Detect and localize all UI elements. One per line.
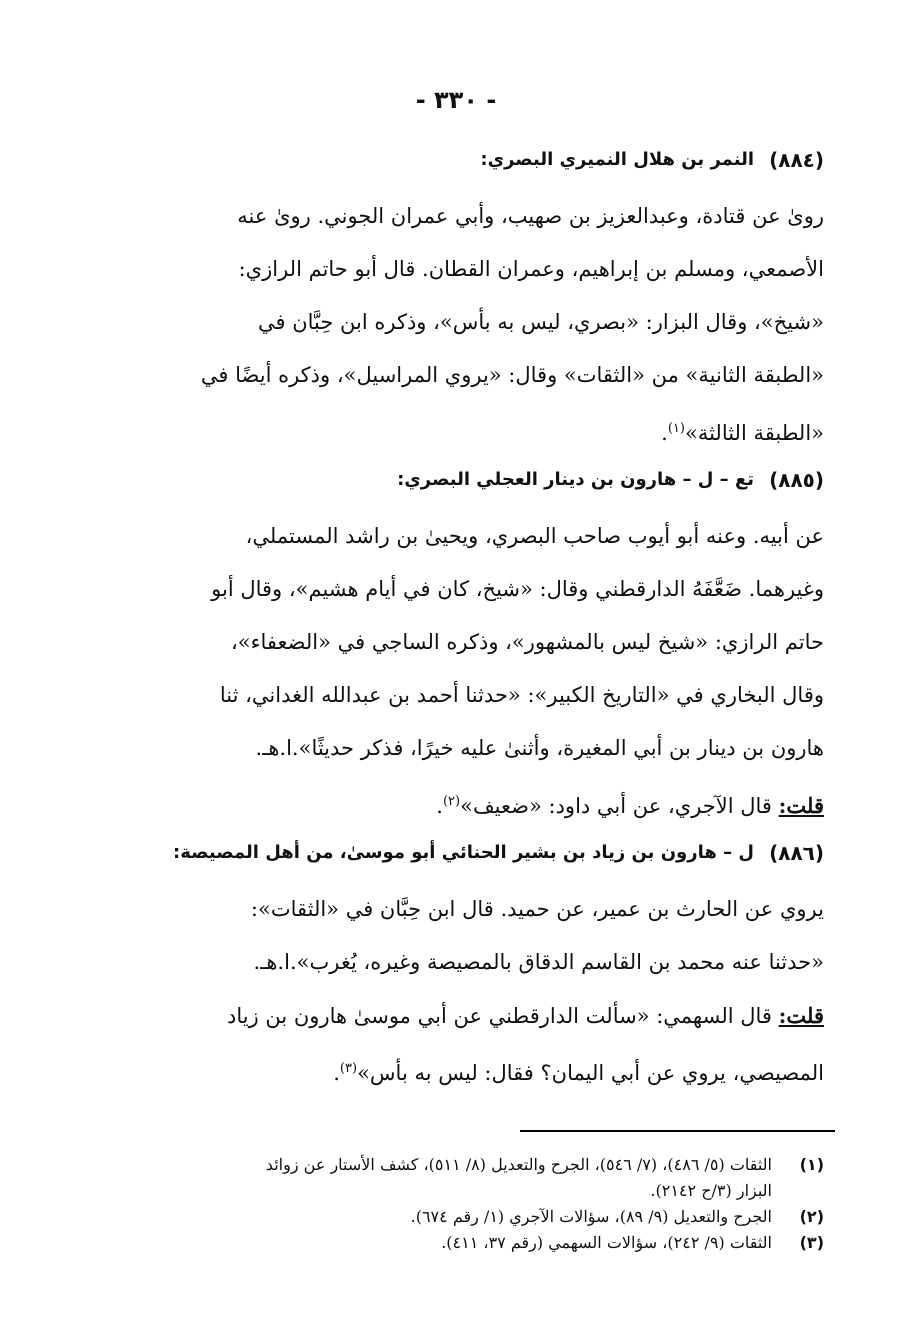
punctuation: . xyxy=(333,1061,340,1085)
footnote-number: (١) xyxy=(799,1155,824,1174)
text-line: وغيرهما. ضَعَّفَهُ الدارقطني وقال: «شيخ، كان في أيام هشيم»، وقال أبو xyxy=(211,577,824,601)
text-line xyxy=(184,1042,824,1095)
entry-title: تع – ل – هارون بن دينار العجلي البصري: xyxy=(397,469,754,490)
entry-884 xyxy=(104,142,824,455)
qult-label: قلت: xyxy=(778,1003,824,1028)
qult-label: قلت: xyxy=(778,793,824,818)
text-line: روىٰ عن قتادة، وعبدالعزيز بن صهيب، وأبي عمران الجوني. روىٰ عنه xyxy=(237,204,824,228)
text-line xyxy=(184,402,824,455)
text-line: «شيخ»، وقال البزار: «بصري، ليس به بأس»، وذكره ابن حِبَّان في xyxy=(257,310,824,334)
footnote xyxy=(104,1204,824,1230)
footnote xyxy=(104,1152,824,1204)
text-line: حاتم الرازي: «شيخ ليس بالمشهور»، وذكره الساجي في «الضعفاء»، xyxy=(231,630,824,654)
text-line xyxy=(184,775,824,828)
text-line: «الطبقة الثانية» من «الثقات» وقال: «يروي المراسيل»، وذكره أيضًا في xyxy=(200,363,824,387)
text-line: عن أبيه. وعنه أبو أيوب صاحب البصري، ويحيىٰ بن راشد المستملي، xyxy=(245,524,824,548)
entry-heading xyxy=(104,142,824,182)
entry-number: (٨٨٥) xyxy=(769,468,824,492)
footnote-text: الثقات (٩/ ٢٤٢)، سؤالات السهمي (رقم ٣٧، ٤١١). xyxy=(441,1233,772,1252)
text-line: وقال البخاري في «التاريخ الكبير»: «حدثنا أحمد بن عبدالله الغداني، ثنا xyxy=(219,683,824,707)
footnote-separator xyxy=(520,1130,835,1132)
entry-body xyxy=(184,883,824,1095)
footnote-number: (٣) xyxy=(799,1233,824,1252)
entry-885 xyxy=(104,462,824,828)
text-segment: «الطبقة الثالثة» xyxy=(684,421,824,445)
punctuation: . xyxy=(436,794,443,818)
text-segment: المصيصي، يروي عن أبي اليمان؟ فقال: ليس به بأس» xyxy=(357,1061,824,1085)
page-number: - ٣٣٠ - xyxy=(415,86,497,114)
text-line xyxy=(184,989,824,1042)
text-line: الأصمعي، ومسلم بن إبراهيم، وعمران القطان. قال أبو حاتم الرازي: xyxy=(238,257,824,281)
text-line: يروي عن الحارث بن عمير، عن حميد. قال ابن حِبَّان في «الثقات»: xyxy=(250,897,824,921)
footnote-mark: (٢) xyxy=(442,794,461,809)
entry-title: النمر بن هلال النميري البصري: xyxy=(480,149,754,170)
entry-number: (٨٨٤) xyxy=(769,148,824,172)
entry-number: (٨٨٦) xyxy=(769,841,824,865)
footnote-text: الجرح والتعديل (٩/ ٨٩)، سؤالات الآجري (١/ رقم ٦٧٤). xyxy=(410,1207,772,1226)
entry-body xyxy=(184,190,824,455)
footnotes xyxy=(104,1152,824,1256)
footnote-text xyxy=(104,1152,772,1204)
entry-886 xyxy=(104,835,824,1095)
text-line: «حدثنا عنه محمد بن القاسم الدقاق بالمصيصة وغيره، يُغرب».ا.هـ. xyxy=(253,950,824,974)
footnote-number: (٢) xyxy=(799,1207,824,1226)
entry-heading xyxy=(104,462,824,502)
footnote-mark: (١) xyxy=(667,421,685,436)
entry-heading xyxy=(104,835,824,875)
footnote xyxy=(104,1230,824,1256)
text-segment: قال السهمي: «سألت الدارقطني عن أبي موسىٰ هارون بن زياد xyxy=(226,1004,779,1028)
text-line: هارون بن دينار بن أبي المغيرة، وأثنىٰ عليه خيرًا، فذكر حديثًا».ا.هـ. xyxy=(255,736,824,760)
footnote-mark: (٣) xyxy=(339,1061,358,1076)
text-segment: قال الآجري، عن أبي داود: «ضعيف» xyxy=(460,794,779,818)
footnote-line: الثقات (٥/ ٤٨٦)، (٧/ ٥٤٦)، الجرح والتعديل (٨/ ٥١١)، كشف الأستار عن زوائد xyxy=(265,1155,772,1174)
entry-title: ل – هارون بن زياد بن بشير الحنائي أبو موسىٰ، من أهل المصيصة: xyxy=(173,842,754,863)
entry-body xyxy=(184,510,824,828)
punctuation: . xyxy=(661,421,668,445)
footnote-line: البزار (٣/ح ٢١٤٢). xyxy=(650,1181,772,1200)
